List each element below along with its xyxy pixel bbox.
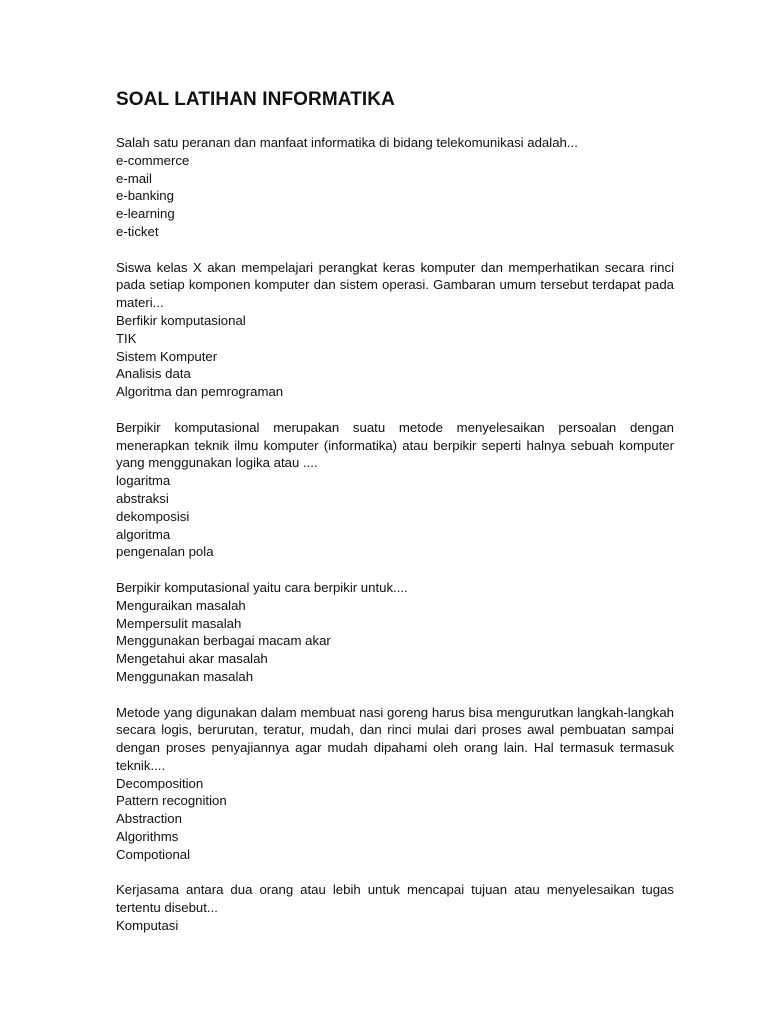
question-5 (116, 704, 674, 864)
answer-option: Mempersulit masalah (116, 615, 242, 631)
question-6 (116, 881, 674, 934)
question-text: Salah satu peranan dan manfaat informatika di bidang telekomunikasi adalah... (116, 135, 578, 150)
answer-option: Algorithms (116, 829, 179, 845)
answer-option: Sistem Komputer (116, 348, 218, 364)
question-1 (116, 134, 674, 241)
answer-option: Analisis data (116, 366, 191, 382)
question-text: Siswa kelas X akan mempelajari perangkat keras komputer dan memperhatikan secara rinci pada setiap komponen komputer dan sistem operasi. Gambaran umum tersebut terdapat pada materi... (116, 259, 674, 311)
answer-option: e-ticket (116, 223, 159, 239)
answer-option: Abstraction (116, 811, 182, 827)
answer-option: Pattern recognition (116, 793, 227, 809)
question-2 (116, 259, 674, 401)
answer-option: Komputasi (116, 918, 179, 934)
answer-option: algoritma (116, 526, 171, 542)
answer-options (116, 472, 674, 561)
answer-option: Berfikir komputasional (116, 312, 246, 328)
question-text: Kerjasama antara dua orang atau lebih untuk mencapai tujuan atau menyelesaikan tugas tertentu disebut... (116, 882, 674, 916)
question-text: Berpikir komputasional merupakan suatu metode menyelesaikan persoalan dengan menerapkan teknik ilmu komputer (informatika) atau berpikir seperti halnya sebuah komputer yang menggunakan logika atau .... (116, 419, 674, 471)
answer-option: e-learning (116, 206, 175, 222)
document-page (116, 88, 674, 953)
answer-option: Menguraikan masalah (116, 597, 246, 613)
answer-option: Decomposition (116, 775, 204, 791)
answer-options (116, 312, 674, 401)
answer-option: Menggunakan masalah (116, 668, 254, 684)
document-title: SOAL LATIHAN INFORMATIKA (116, 89, 395, 110)
answer-option: TIK (116, 330, 137, 346)
answer-option: Mengetahui akar masalah (116, 651, 268, 667)
answer-option: e-mail (116, 170, 152, 186)
question-text: Berpikir komputasional yaitu cara berpikir untuk.... (116, 579, 408, 595)
answer-option: dekomposisi (116, 508, 190, 524)
answer-options (116, 597, 674, 686)
answer-options (116, 775, 674, 864)
question-4 (116, 579, 674, 686)
answer-option: Algoritma dan pemrograman (116, 384, 284, 400)
answer-options (116, 917, 674, 935)
answer-option: abstraksi (116, 490, 169, 506)
answer-option: Compotional (116, 846, 191, 862)
answer-option: logaritma (116, 473, 171, 489)
answer-option: e-commerce (116, 152, 190, 168)
answer-option: pengenalan pola (116, 544, 214, 560)
question-text: Metode yang digunakan dalam membuat nasi goreng harus bisa mengurutkan langkah-langkah secara logis, berurutan, teratur, mudah, dan rinci mulai dari proses awal pembuatan sampai dengan proses penyajiannya agar mudah dipahami oleh orang lain. Hal termasuk termasuk teknik.... (116, 704, 674, 773)
answer-option: Menggunakan berbagai macam akar (116, 633, 331, 649)
answer-options (116, 152, 674, 241)
answer-option: e-banking (116, 188, 174, 204)
question-3 (116, 419, 674, 561)
